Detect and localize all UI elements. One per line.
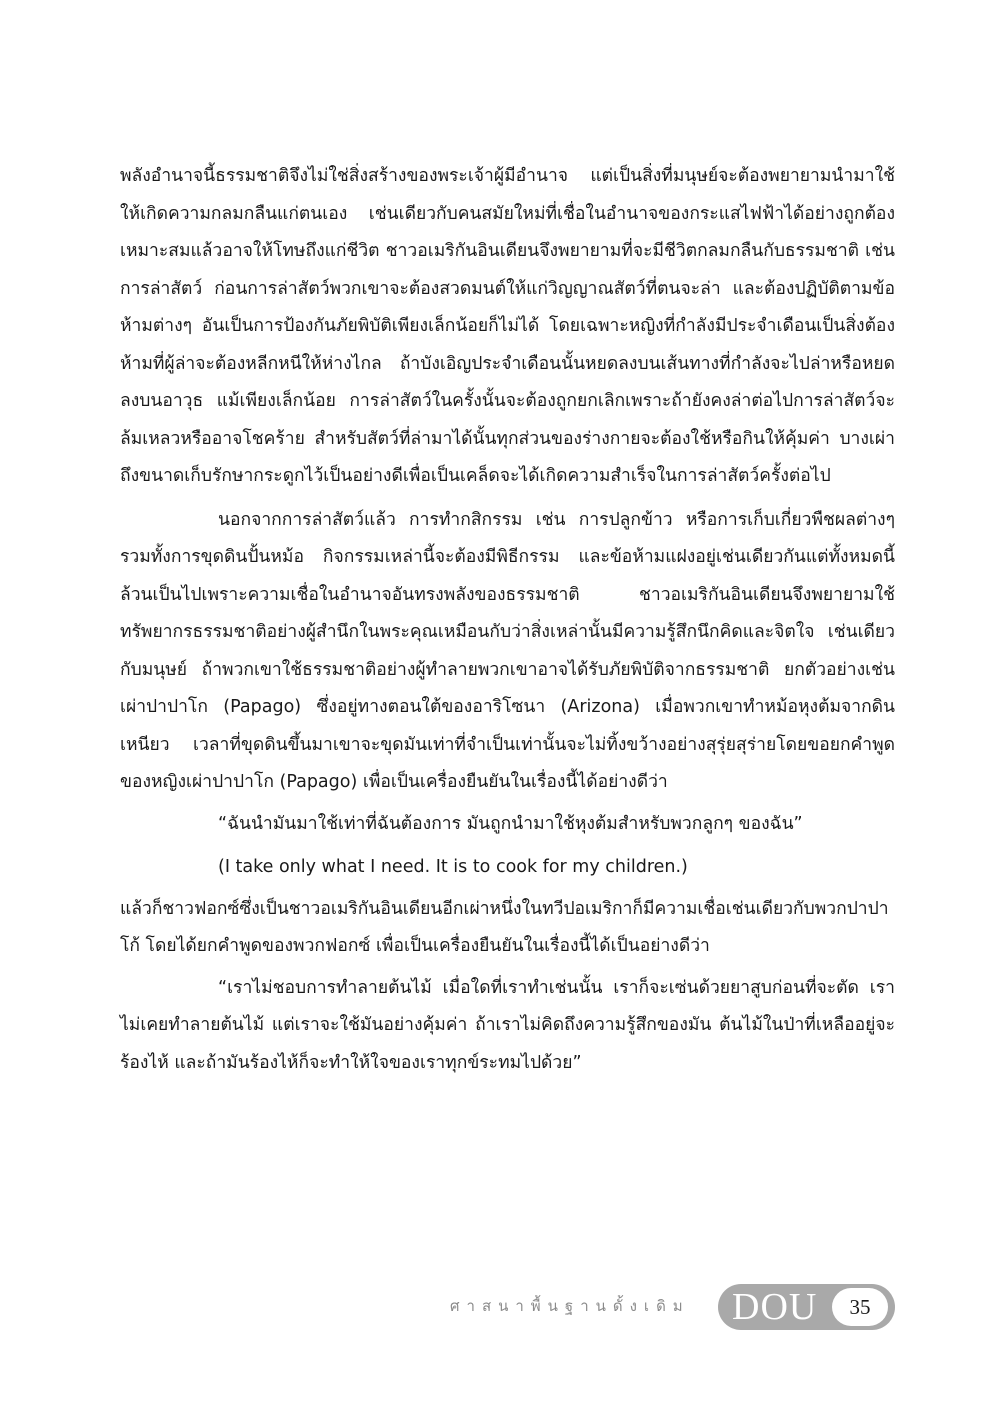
page-footer xyxy=(450,1284,895,1330)
paragraph-1: พลังอำนาจนี้ธรรมชาติจึงไม่ใช่สิ่งสร้างของพระเจ้าผู้มีอำนาจ แต่เป็นสิ่งที่มนุษย์จะต้องพยายามนำมาใช้ให้เกิดความกลมกลืนแก่ตนเอง เช่นเดียวกับคนสมัยใหม่ที่เชื่อในอำนาจของกระแสไฟฟ้าได้อย่างถูกต้องเหมาะสมแล้วอาจให้โทษถึงแก่ชีวิต ชาวอเมริกันอินเดียนจึงพยายามที่จะมีชีวิตกลมกลืนกับธรรมชาติ เช่น การล่าสัตว์ ก่อนการล่าสัตว์พวกเขาจะต้องสวดมนต์ให้แก่วิญญาณสัตว์ที่ตนจะล่า และต้องปฏิบัติตามข้อห้ามต่างๆ อันเป็นการป้องกันภัยพิบัติเพียงเล็กน้อยก็ไม่ได้ โดยเฉพาะหญิงที่กำลังมีประจำเดือนเป็นสิ่งต้องห้ามที่ผู้ล่าจะต้องหลีกหนีให้ห่างไกล ถ้าบังเอิญประจำเดือนนั้นหยดลงบนเส้นทางที่กำลังจะไปล่าหรือหยดลงบนอาวุธ แม้เพียงเล็กน้อย การล่าสัตว์ในครั้งนั้นจะต้องถูกยกเลิกเพราะถ้ายังคงล่าต่อไปการล่าสัตว์จะล้มเหลวหรืออาจโชคร้าย สำหรับสัตว์ที่ล่ามาได้นั้นทุกส่วนของร่างกายจะต้องใช้หรือกินให้คุ้มค่า บางเผ่าถึงขนาดเก็บรักษากระดูกไว้เป็นอย่างดีเพื่อเป็นเคล็ดจะได้เกิดความสำเร็จในการล่าสัตว์ครั้งต่อไป xyxy=(120,166,895,486)
dou-logo-badge xyxy=(718,1284,895,1330)
book-title: ศาสนาพื้นฐานดั้งเดิม xyxy=(450,1297,690,1315)
paragraph-3: แล้วก็ชาวฟอกซ์ซึ่งเป็นชาวอเมริกันอินเดียนอีกเผ่าหนึ่งในทวีปอเมริกาก็มีความเชื่อเช่นเดียวกับพวกปาปาโก้ โดยได้ยกคำพูดของพวกฟอกซ์ เพื่อเป็นเครื่องยืนยันในเรื่องนี้ได้เป็นอย่างดีว่า xyxy=(120,898,889,956)
quote-fox: “เราไม่ชอบการทำลายต้นไม้ เมื่อใดที่เราทำเช่นนั้น เราก็จะเซ่นด้วยยาสูบก่อนที่จะตัด เราไม่เคยทำลายต้นไม้ แต่เราจะใช้มันอย่างคุ้มค่า ถ้าเราไม่คิดถึงความรู้สึกของมัน ต้นไม้ในป่าที่เหลืออยู่จะร้องไห้ และถ้ามันร้องไห้ก็จะทำให้ใจของเราทุกข์ระทมไปด้วย” xyxy=(120,977,895,1073)
dou-logo-text: DOU xyxy=(732,1286,818,1328)
page-number: 35 xyxy=(832,1288,888,1326)
body-text xyxy=(120,158,895,1082)
quote-papago-english: (I take only what I need. It is to cook for my children.) xyxy=(218,857,688,877)
paragraph-2: นอกจากการล่าสัตว์แล้ว การทำกสิกรรม เช่น การปลูกข้าว หรือการเก็บเกี่ยวพืชผลต่างๆ รวมทั้งการขุดดินปั้นหม้อ กิจกรรมเหล่านี้จะต้องมีพิธีกรรม และข้อห้ามแฝงอยู่เช่นเดียวกันแต่ทั้งหมดนี้ล้วนเป็นไปเพราะความเชื่อในอำนาจอันทรงพลังของธรรมชาติ ชาวอเมริกันอินเดียนจึงพยายามใช้ทรัพยากรธรรมชาติอย่างผู้สำนึกในพระคุณเหมือนกับว่าสิ่งเหล่านั้นมีความรู้สึกนึกคิดและจิตใจ เช่นเดียวกับมนุษย์ ถ้าพวกเขาใช้ธรรมชาติอย่างผู้ทำลายพวกเขาอาจได้รับภัยพิบัติจากธรรมชาติ ยกตัวอย่างเช่น เผ่าปาปาโก (Papago) ซึ่งอยู่ทางตอนใต้ของอาริโซนา (Arizona) เมื่อพวกเขาทำหม้อหุงต้มจากดินเหนียว เวลาที่ขุดดินขึ้นมาเขาจะขุดมันเท่าที่จำเป็นเท่านั้นจะไม่ทิ้งขว้างอย่างสุรุ่ยสุร่ายโดยขอยกคำพูดของหญิงเผ่าปาปาโก (Papago) เพื่อเป็นเครื่องยืนยันในเรื่องนี้ได้อย่างดีว่า xyxy=(120,509,895,792)
quote-papago-thai: “ฉันนำมันมาใช้เท่าที่ฉันต้องการ มันถูกนำมาใช้หุงต้มสำหรับพวกลูกๆ ของฉัน” xyxy=(218,813,803,834)
